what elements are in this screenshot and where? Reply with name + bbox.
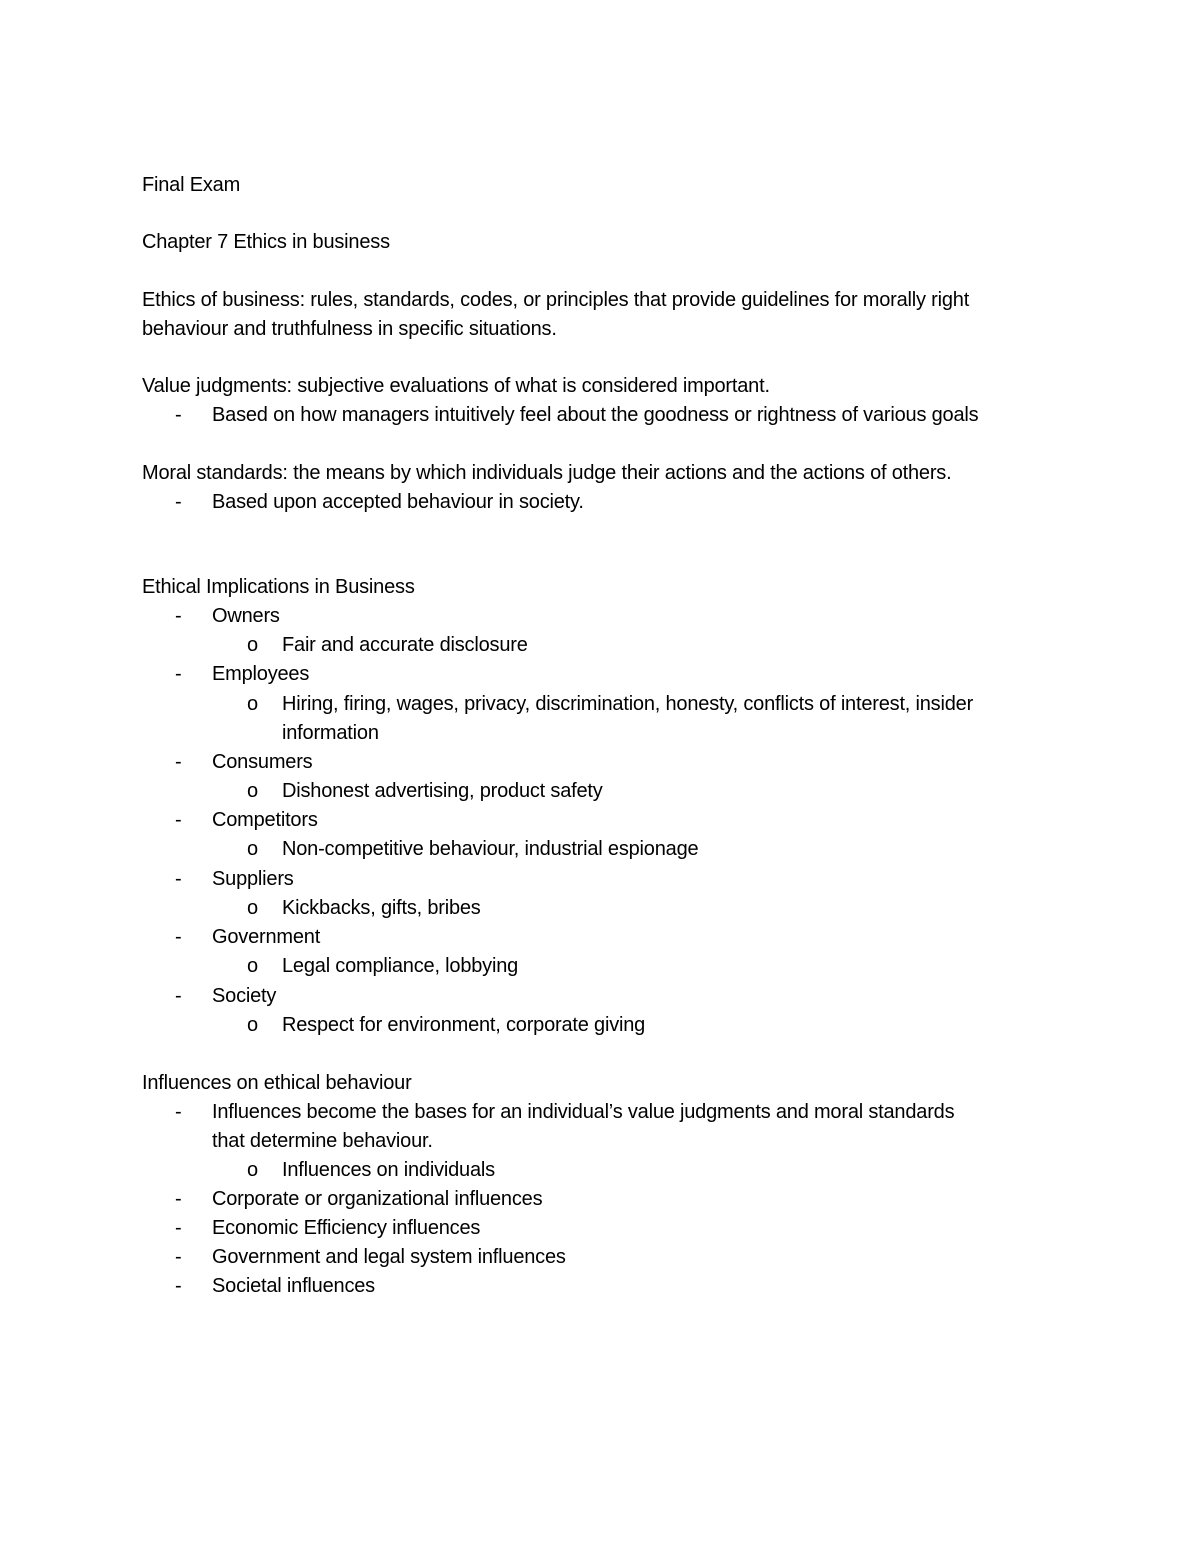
dash-bullet: - <box>175 751 182 773</box>
implication-label: Consumers <box>212 751 313 773</box>
dash-bullet: - <box>175 1217 182 1239</box>
dash-bullet: - <box>175 491 182 513</box>
implication-detail: Fair and accurate disclosure <box>282 634 528 656</box>
moral-standards-note: Based upon accepted behaviour in society. <box>212 491 584 513</box>
dash-bullet: - <box>175 1246 182 1268</box>
dash-bullet: - <box>175 985 182 1007</box>
value-judgments-definition: Value judgments: subjective evaluations of what is considered important. <box>142 375 770 397</box>
dash-bullet: - <box>175 663 182 685</box>
document-title: Final Exam <box>142 174 241 196</box>
implication-detail-continued: information <box>282 722 379 744</box>
dash-bullet: - <box>175 926 182 948</box>
circle-bullet: o <box>247 1014 259 1036</box>
moral-standards-definition: Moral standards: the means by which individuals judge their actions and the actions of others. <box>142 462 952 484</box>
implications-heading: Ethical Implications in Business <box>142 576 415 598</box>
dash-bullet: - <box>175 1275 182 1297</box>
chapter-heading: Chapter 7 Ethics in business <box>142 231 390 253</box>
implication-detail: Dishonest advertising, product safety <box>282 780 603 802</box>
implication-detail: Respect for environment, corporate giving <box>282 1014 646 1036</box>
circle-bullet: o <box>247 780 259 802</box>
implication-label: Owners <box>212 605 280 627</box>
dash-bullet: - <box>175 605 182 627</box>
implication-detail: Kickbacks, gifts, bribes <box>282 897 481 919</box>
circle-bullet: o <box>247 634 259 656</box>
circle-bullet: o <box>247 897 259 919</box>
influence-item: Corporate or organizational influences <box>212 1188 543 1210</box>
dash-bullet: - <box>175 1101 182 1123</box>
influences-intro-line-1: Influences become the bases for an individual’s value judgments and moral standards <box>212 1101 955 1123</box>
influences-heading: Influences on ethical behaviour <box>142 1072 412 1094</box>
dash-bullet: - <box>175 1188 182 1210</box>
dash-bullet: - <box>175 868 182 890</box>
implication-label: Society <box>212 985 277 1007</box>
ethics-definition-line-2: behaviour and truthfulness in specific situations. <box>142 318 557 340</box>
influences-intro-line-2: that determine behaviour. <box>212 1130 433 1152</box>
implication-label: Employees <box>212 663 310 685</box>
implication-label: Suppliers <box>212 868 294 890</box>
influences-sub-item: Influences on individuals <box>282 1159 495 1181</box>
implication-label: Competitors <box>212 809 318 831</box>
influence-item: Government and legal system influences <box>212 1246 566 1268</box>
implication-detail: Non-competitive behaviour, industrial espionage <box>282 838 699 860</box>
implication-label: Government <box>212 926 321 948</box>
value-judgments-note: Based on how managers intuitively feel about the goodness or rightness of various goals <box>212 404 979 426</box>
circle-bullet: o <box>247 1159 259 1181</box>
circle-bullet: o <box>247 693 259 715</box>
circle-bullet: o <box>247 955 259 977</box>
circle-bullet: o <box>247 838 259 860</box>
ethics-definition-line-1: Ethics of business: rules, standards, codes, or principles that provide guidelines for morally right <box>142 289 970 311</box>
influence-item: Societal influences <box>212 1275 375 1297</box>
dash-bullet: - <box>175 809 182 831</box>
implication-detail: Hiring, firing, wages, privacy, discrimination, honesty, conflicts of interest, insider <box>282 693 974 715</box>
influence-item: Economic Efficiency influences <box>212 1217 481 1239</box>
implication-detail: Legal compliance, lobbying <box>282 955 519 977</box>
dash-bullet: - <box>175 404 182 426</box>
